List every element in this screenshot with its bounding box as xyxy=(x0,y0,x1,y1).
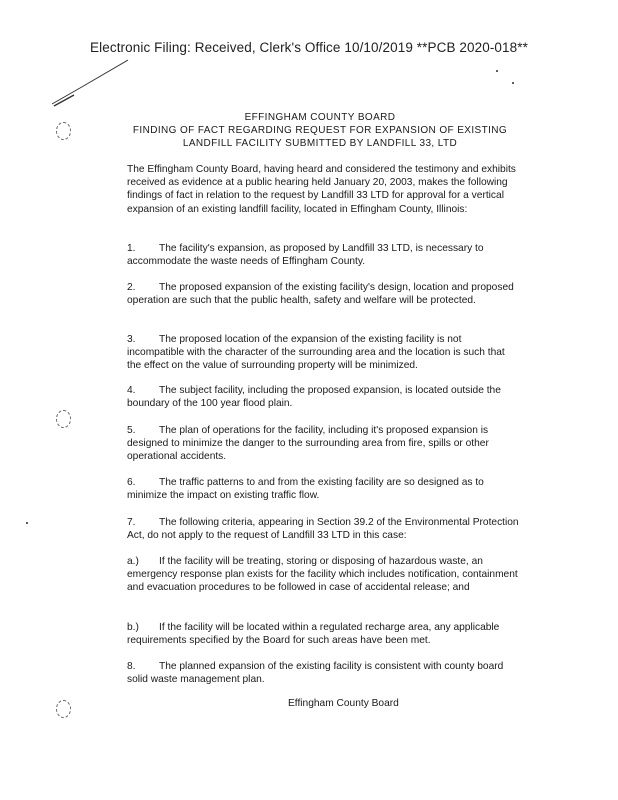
finding-number: 4. xyxy=(127,385,136,396)
finding-1 xyxy=(127,242,519,268)
finding-8 xyxy=(127,660,519,686)
heading-title-line2: LANDFILL FACILITY SUBMITTED BY LANDFILL 33, LTD xyxy=(182,138,458,149)
finding-text: The proposed location of the expansion of the existing facility is not incompatible with the character of the surrounding area and the location is such that the effect on the value of surrounding property will be minimized. xyxy=(127,334,505,372)
intro-paragraph: The Effingham County Board, having heard and considered the testimony and exhibits received as evidence at a public hearing held January 20, 2003, makes the following findings of fact in relation to the request by Landfill 33 LTD for approval for a vertical expansion of an existing landfill facility, located in Effingham County, Illinois: xyxy=(127,164,516,215)
pen-stroke-mark xyxy=(50,58,130,108)
heading-board-name: EFFINGHAM COUNTY BOARD xyxy=(244,112,396,123)
finding-number: 5. xyxy=(127,425,136,436)
finding-5 xyxy=(127,424,519,464)
finding-4 xyxy=(127,384,519,410)
finding-text: If the facility will be treating, storing or disposing of hazardous waste, an emergency response plan exists for the facility which includes notification, containment and evacuation procedures to be followed in case of accidental release; and xyxy=(127,556,518,594)
finding-number: 6. xyxy=(127,477,136,488)
finding-6 xyxy=(127,476,519,502)
finding-7 xyxy=(127,516,519,542)
punch-hole-bottom xyxy=(56,700,71,718)
finding-text: The subject facility, including the proposed expansion, is located outside the boundary of the 100 year flood plain. xyxy=(127,385,501,410)
finding-number: a.) xyxy=(127,556,139,567)
finding-7b xyxy=(127,621,519,647)
finding-text: The traffic patterns to and from the existing facility are so designed as to minimize the impact on existing traffic flow. xyxy=(127,477,484,502)
finding-2 xyxy=(127,281,519,307)
punch-hole-top xyxy=(56,122,71,140)
finding-number: 3. xyxy=(127,334,136,345)
scan-speck xyxy=(26,522,28,524)
document-heading xyxy=(110,111,530,150)
heading-title-line1: FINDING OF FACT REGARDING REQUEST FOR EXPANSION OF EXISTING xyxy=(132,125,508,136)
signature-line: Effingham County Board xyxy=(288,698,399,709)
finding-text: The planned expansion of the existing facility is consistent with county board solid waste management plan. xyxy=(127,661,504,686)
finding-3 xyxy=(127,333,519,373)
finding-text: The facility's expansion, as proposed by Landfill 33 LTD, is necessary to accommodate the waste needs of Effingham County. xyxy=(127,243,484,268)
scan-speck xyxy=(512,82,514,84)
finding-text: The plan of operations for the facility, including it's proposed expansion is designed to minimize the danger to the surrounding area from fire, spills or other operational accidents. xyxy=(127,425,489,463)
finding-number: 8. xyxy=(127,661,136,672)
finding-number: 7. xyxy=(127,517,136,528)
finding-text: If the facility will be located within a regulated recharge area, any applicable requirements specified by the Board for such areas have been met. xyxy=(127,622,500,647)
finding-number: b.) xyxy=(127,622,139,633)
finding-7a xyxy=(127,555,519,595)
finding-number: 2. xyxy=(127,282,136,293)
finding-text: The following criteria, appearing in Section 39.2 of the Environmental Protection Act, do not apply to the request of Landfill 33 LTD in this case: xyxy=(127,517,519,542)
finding-number: 1. xyxy=(127,243,136,254)
scan-speck xyxy=(496,70,498,72)
punch-hole-middle xyxy=(56,410,71,428)
finding-text: The proposed expansion of the existing facility's design, location and proposed operation are such that the public health, safety and welfare will be protected. xyxy=(127,282,514,307)
electronic-filing-stamp: Electronic Filing: Received, Clerk's Office 10/10/2019 **PCB 2020-018** xyxy=(90,40,528,55)
